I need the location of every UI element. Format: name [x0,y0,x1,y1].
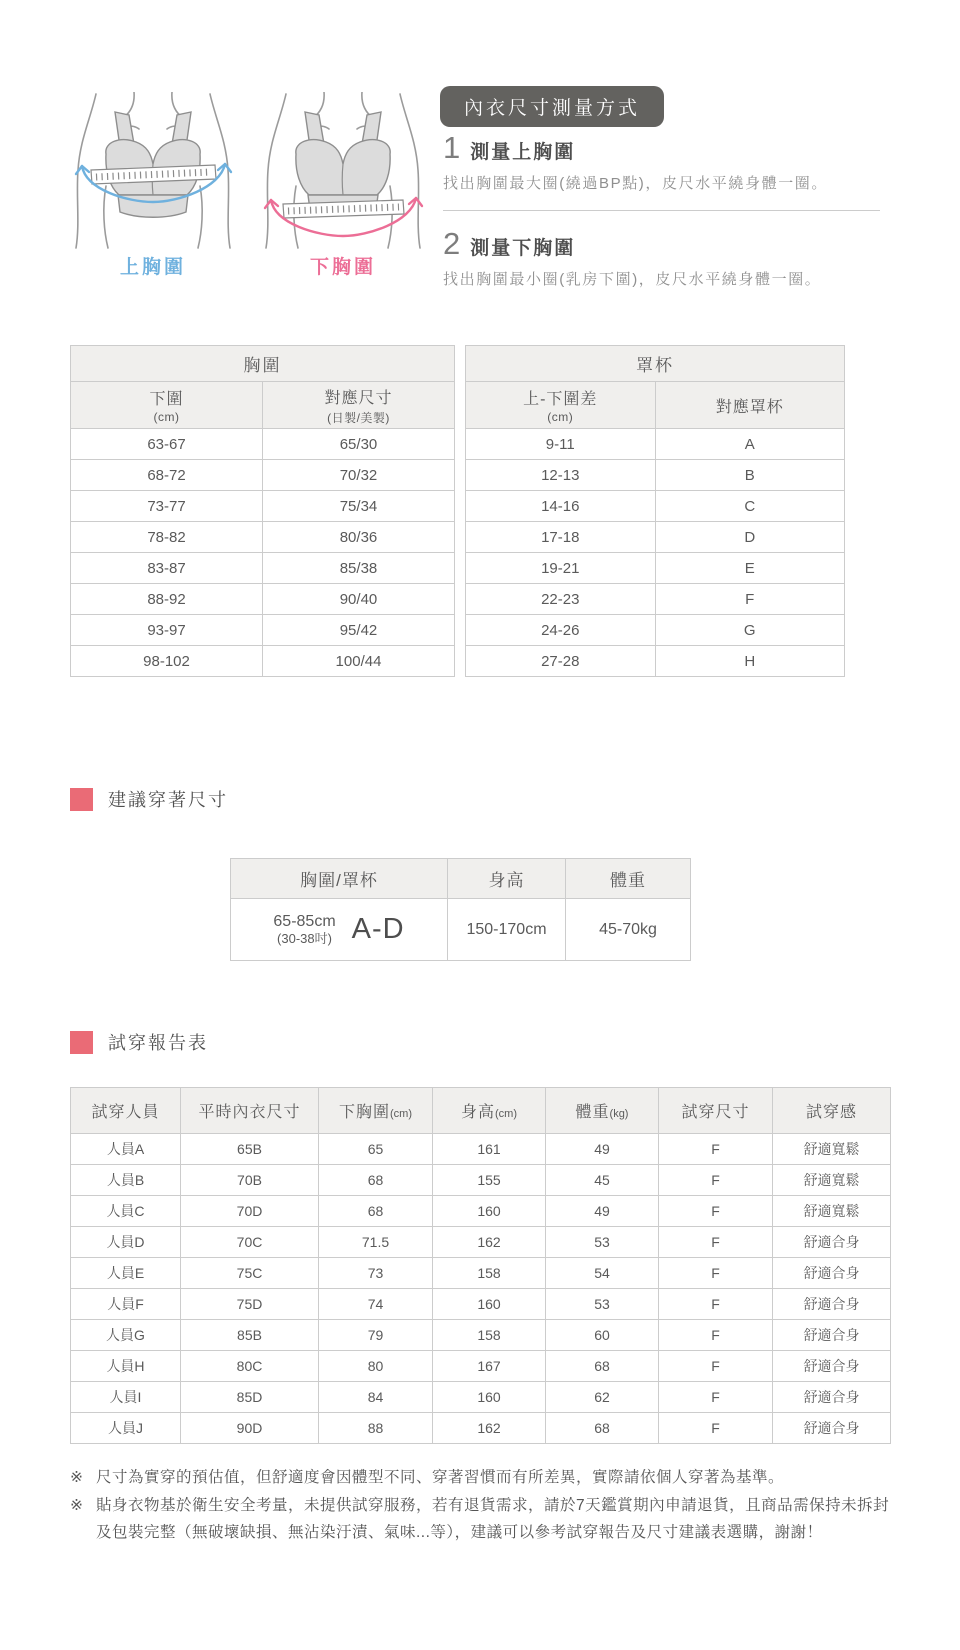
table-cell: 80 [319,1351,433,1382]
column-header: 平時內衣尺寸 [181,1088,319,1134]
table-cell: 63-67 [71,429,263,460]
table-cell: A [655,429,845,460]
table-row [71,553,455,584]
table-cell: F [659,1227,773,1258]
table-row [466,553,845,584]
table-cell: 24-26 [466,615,656,646]
column-header: 下圍 (cm) [71,382,263,429]
section-marker [70,1031,93,1054]
table-row [71,615,455,646]
step-number: 2 [443,226,461,261]
weight-cell: 45-70kg [566,899,691,961]
table-cell: H [655,646,845,677]
table-row [71,1165,891,1196]
table-cell: C [655,491,845,522]
table-cell: 95/42 [263,615,455,646]
column-header: 試穿尺寸 [659,1088,773,1134]
table-cell: 19-21 [466,553,656,584]
table-cell: F [659,1258,773,1289]
table-cell: F [659,1413,773,1444]
table-cell: 161 [433,1134,546,1165]
note-marker: ※ [70,1469,84,1486]
table-row [71,460,455,491]
table-cell: 70D [181,1196,319,1227]
table-cell: 27-28 [466,646,656,677]
table-cell: 22-23 [466,584,656,615]
table-row [466,522,845,553]
table-row [466,646,845,677]
measure-guide-title: 內衣尺寸測量方式 [440,86,664,127]
table-cell: 160 [433,1382,546,1413]
table-cell: 83-87 [71,553,263,584]
table-cell: 人員H [71,1351,181,1382]
table-cell: 78-82 [71,522,263,553]
section-marker [70,788,93,811]
table-row [71,1382,891,1413]
table-cell: 88 [319,1413,433,1444]
lower-bust-label: 下胸圍 [309,257,376,278]
table-cell: 70C [181,1227,319,1258]
column-header: 體重 [566,859,691,899]
table-row [71,491,455,522]
table-cell: 53 [546,1289,659,1320]
table-cell: 人員A [71,1134,181,1165]
table-cell: 88-92 [71,584,263,615]
table-cell: E [655,553,845,584]
bust-table-title: 胸圍 [71,346,455,382]
column-header: 對應罩杯 [655,382,845,429]
table-cell: D [655,522,845,553]
table-cell: 90/40 [263,584,455,615]
table-cell: 62 [546,1382,659,1413]
step-description: 找出胸圍最小圈(乳房下圍)，皮尺水平繞身體一圈。 [443,271,822,288]
table-row [466,615,845,646]
table-row [71,1196,891,1227]
table-cell: 93-97 [71,615,263,646]
table-cell: F [659,1289,773,1320]
table-row [71,1134,891,1165]
fitting-report-section-title: 試穿報告表 [70,1029,208,1055]
table-row [231,899,691,961]
table-cell: 人員C [71,1196,181,1227]
column-header: 上-下圍差 (cm) [466,382,656,429]
table-cell: 155 [433,1165,546,1196]
column-header: 身高 [448,859,566,899]
table-cell: 9-11 [466,429,656,460]
table-row [466,584,845,615]
table-cell: 53 [546,1227,659,1258]
table-cell: 舒適寬鬆 [773,1134,891,1165]
table-cell: 162 [433,1413,546,1444]
bust-cup-cell: 65-85cm (30-38吋) A-D [231,899,448,961]
cup-table-title: 罩杯 [466,346,845,382]
bust-size-table [70,345,455,677]
column-header: 胸圍/罩杯 [231,859,448,899]
table-cell: 人員B [71,1165,181,1196]
table-row [71,1258,891,1289]
table-cell: 舒適寬鬆 [773,1165,891,1196]
table-cell: F [659,1134,773,1165]
column-header: 試穿人員 [71,1088,181,1134]
suggested-size-section-title: 建議穿著尺寸 [70,786,228,812]
table-cell: 70/32 [263,460,455,491]
table-cell: 人員E [71,1258,181,1289]
table-cell: 73-77 [71,491,263,522]
table-row [466,429,845,460]
table-cell: 160 [433,1196,546,1227]
table-row [71,429,455,460]
table-cell: 人員I [71,1382,181,1413]
table-cell: 49 [546,1196,659,1227]
table-cell: 68-72 [71,460,263,491]
table-cell: F [659,1196,773,1227]
table-cell: 68 [546,1351,659,1382]
table-row [71,1227,891,1258]
table-cell: 79 [319,1320,433,1351]
table-cell: 舒適合身 [773,1351,891,1382]
column-header: 對應尺寸 (日製/美製) [263,382,455,429]
table-row [71,522,455,553]
table-cell: 85/38 [263,553,455,584]
table-cell: F [659,1320,773,1351]
height-cell: 150-170cm [448,899,566,961]
table-cell: 人員F [71,1289,181,1320]
table-cell: 75D [181,1289,319,1320]
table-cell: F [659,1165,773,1196]
table-cell: 73 [319,1258,433,1289]
table-cell: 54 [546,1258,659,1289]
step-description: 找出胸圍最大圈(繞過BP點)，皮尺水平繞身體一圈。 [443,175,829,192]
table-cell: 75/34 [263,491,455,522]
table-cell: 12-13 [466,460,656,491]
step-title: 測量下胸圍 [470,238,576,259]
table-cell: 158 [433,1320,546,1351]
table-cell: 68 [319,1196,433,1227]
step-number: 1 [443,130,461,165]
table-cell: 80/36 [263,522,455,553]
table-cell: 71.5 [319,1227,433,1258]
table-cell: 158 [433,1258,546,1289]
table-cell: 舒適合身 [773,1320,891,1351]
suggested-size-table [230,858,691,961]
note-marker: ※ [70,1496,84,1514]
table-cell: 167 [433,1351,546,1382]
note-item: ※ 尺寸為實穿的預估值，但舒適度會因體型不同、穿著習慣而有所差異，實際請依個人穿著為基準。 [70,1464,900,1492]
table-row [71,1320,891,1351]
table-cell: 65/30 [263,429,455,460]
table-row [71,646,455,677]
table-cell: 75C [181,1258,319,1289]
table-cell: 舒適合身 [773,1413,891,1444]
table-cell: 舒適寬鬆 [773,1196,891,1227]
step-title: 測量上胸圍 [470,142,576,163]
measure-steps [443,130,880,289]
table-row [71,1351,891,1382]
table-cell: 74 [319,1289,433,1320]
table-cell: 65B [181,1134,319,1165]
step-1 [443,130,880,193]
table-cell: 舒適合身 [773,1227,891,1258]
table-row [71,1289,891,1320]
cup-size-table [465,345,845,677]
table-cell: 80C [181,1351,319,1382]
table-cell: 160 [433,1289,546,1320]
table-cell: F [659,1351,773,1382]
bra-icon [296,112,390,215]
table-cell: 45 [546,1165,659,1196]
table-cell: 舒適合身 [773,1258,891,1289]
table-cell: 162 [433,1227,546,1258]
table-cell: 14-16 [466,491,656,522]
table-cell: 85B [181,1320,319,1351]
upper-bust-figure [68,92,238,250]
table-cell: 100/44 [263,646,455,677]
table-cell: 舒適合身 [773,1382,891,1413]
table-row [466,460,845,491]
table-cell: 84 [319,1382,433,1413]
table-cell: G [655,615,845,646]
table-cell: 49 [546,1134,659,1165]
table-cell: 人員G [71,1320,181,1351]
table-cell: 98-102 [71,646,263,677]
table-cell: 17-18 [466,522,656,553]
measuring-tape-icon [283,200,404,218]
table-cell: 85D [181,1382,319,1413]
table-cell: 70B [181,1165,319,1196]
table-cell: 舒適合身 [773,1289,891,1320]
table-row [71,1413,891,1444]
fitting-report-table [70,1087,891,1444]
table-cell: F [659,1382,773,1413]
note-item: ※ 貼身衣物基於衛生安全考量，未提供試穿服務，若有退貨需求，請於7天鑑賞期內申請退貨，且商品需保持未拆封及包裝完整（無破壞缺損、無沾染汙漬、氣味...等），建議可以參考試穿報告及尺寸建議表選購，謝謝！ [70,1492,900,1547]
table-row [71,584,455,615]
table-cell: 人員D [71,1227,181,1258]
table-cell: F [655,584,845,615]
footnotes [70,1464,900,1547]
lower-bust-figure [258,92,428,250]
table-cell: 68 [546,1413,659,1444]
column-header: 身高(cm) [433,1088,546,1134]
table-row [466,491,845,522]
step-2 [443,226,880,289]
upper-bust-label: 上胸圍 [119,257,186,278]
table-cell: B [655,460,845,491]
column-header: 下胸圍(cm) [319,1088,433,1134]
steps-divider [443,210,880,211]
table-cell: 60 [546,1320,659,1351]
table-cell: 68 [319,1165,433,1196]
table-cell: 90D [181,1413,319,1444]
table-cell: 人員J [71,1413,181,1444]
table-cell: 65 [319,1134,433,1165]
column-header: 試穿感 [773,1088,891,1134]
column-header: 體重(kg) [546,1088,659,1134]
